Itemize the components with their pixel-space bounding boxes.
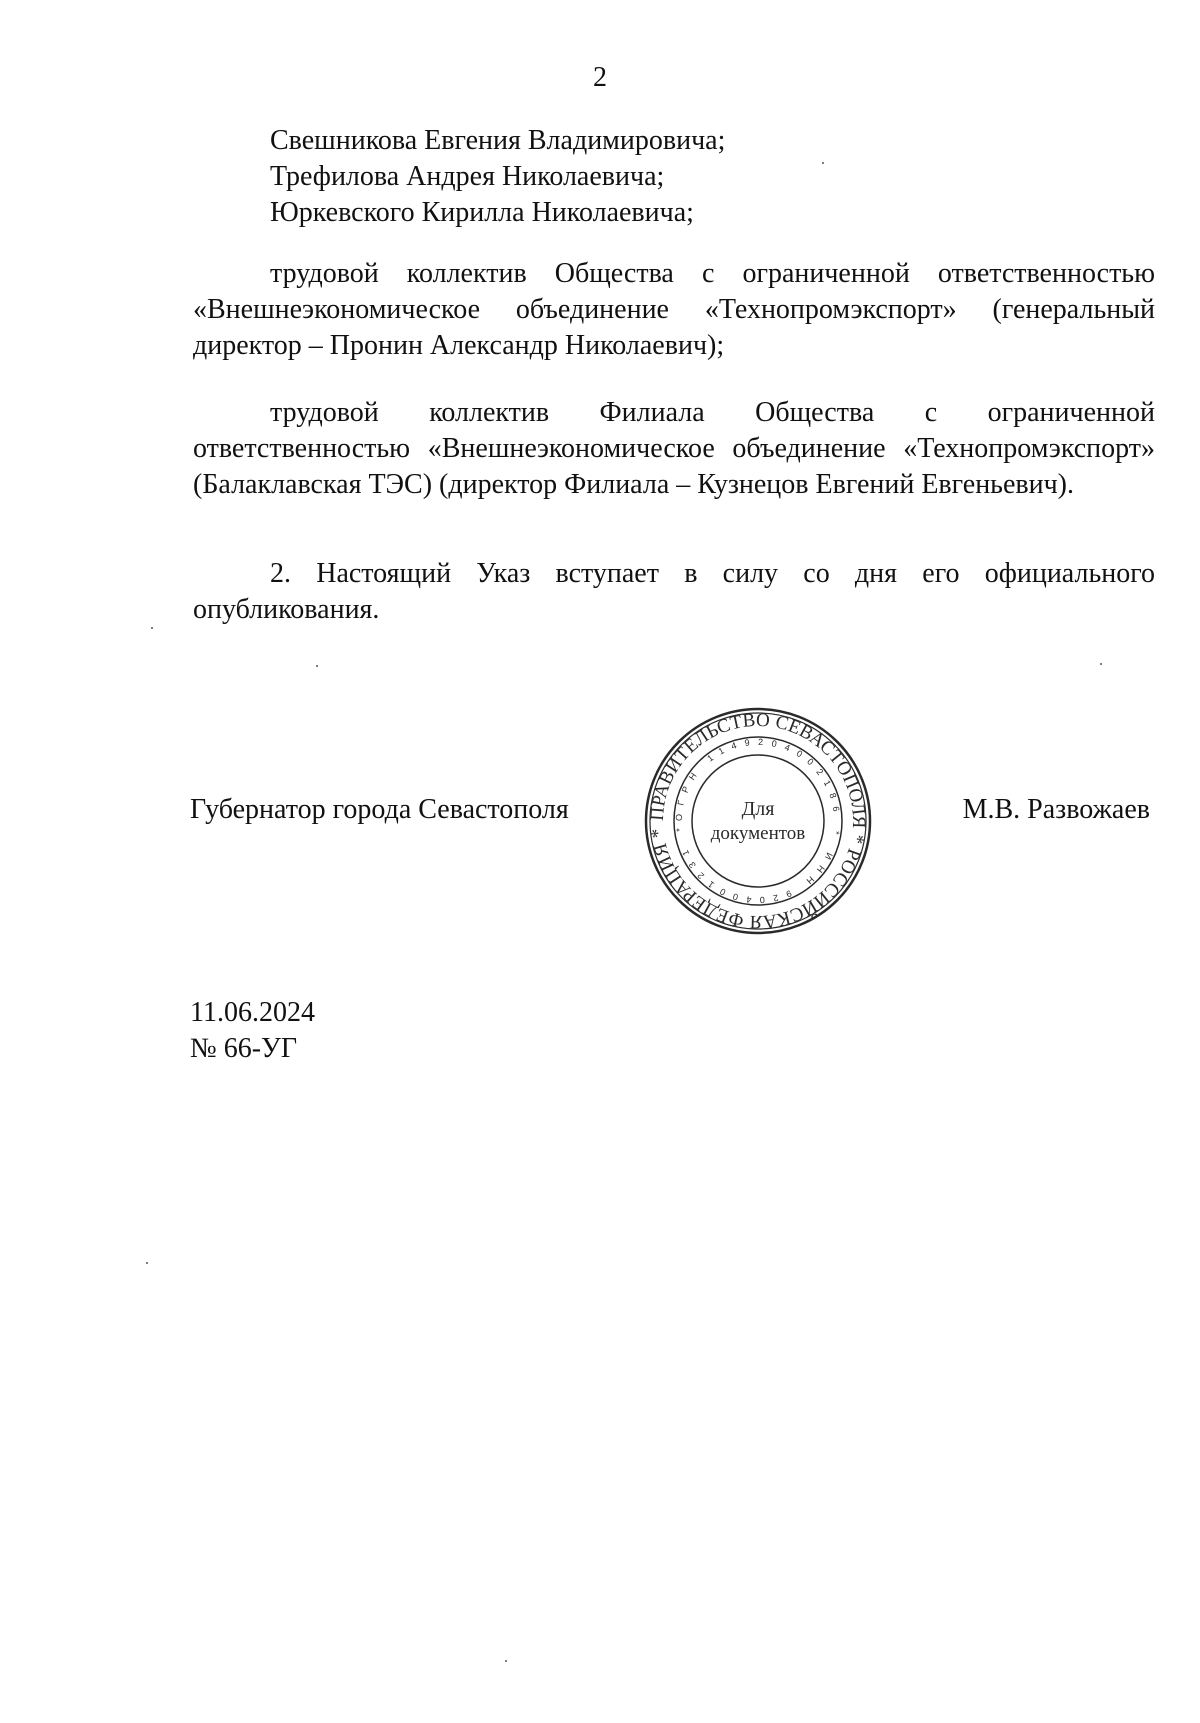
- seal-inner-text: ОГРН 1149204002186 * ИНН 9204001231 *: [673, 736, 843, 906]
- page-number: 2: [593, 62, 607, 93]
- seal-outer-text: ПРАВИТЕЛЬСТВО СЕВАСТОПОЛЯ * РОССИЙСКАЯ ФЕДЕРАЦИЯ *: [646, 709, 870, 933]
- document-number: № 66-УГ: [190, 1033, 298, 1064]
- scan-speck: [151, 627, 153, 629]
- name-item: Свешникова Евгения Владимировича;: [270, 125, 726, 156]
- paragraph-branch-collective: трудовой коллектив Филиала Общества с ограниченной ответственностью «Внешнеэкономическое объединение «Технопромэкспорт» (Балаклавская ТЭС) (директор Филиала – Кузнецов Евгений Евгеньевич).: [193, 397, 1155, 500]
- scan-speck: [505, 1660, 507, 1662]
- scan-speck: [146, 1262, 148, 1264]
- scan-speck: [1100, 663, 1102, 665]
- signer-title: Губернатор города Севастополя: [190, 794, 569, 825]
- signer-name: М.В. Развожаев: [962, 794, 1150, 825]
- name-item: Трефилова Андрея Николаевича;: [270, 161, 665, 192]
- document-date: 11.06.2024: [190, 997, 315, 1028]
- svg-text:ОГРН 1149204002186 * ИНН 92040: [674, 737, 842, 905]
- paragraph-effective-date: 2. Настоящий Указ вступает в силу со дня его официального опубликования.: [193, 558, 1155, 625]
- paragraph-company-collective: трудовой коллектив Общества с ограниченной ответственностью «Внешнеэкономическое объединение «Технопромэкспорт» (генеральный директор – Пронин Александр Николаевич);: [193, 258, 1155, 361]
- seal-center-line1: Для: [741, 798, 775, 820]
- name-item: Юркевского Кирилла Николаевича;: [270, 197, 694, 228]
- official-seal-stamp: [642, 705, 874, 937]
- scan-speck: [316, 665, 318, 667]
- seal-center-line2: документов: [710, 823, 806, 844]
- document-date-number: [190, 995, 315, 1067]
- scan-speck: [822, 162, 824, 164]
- names-list: [270, 123, 725, 231]
